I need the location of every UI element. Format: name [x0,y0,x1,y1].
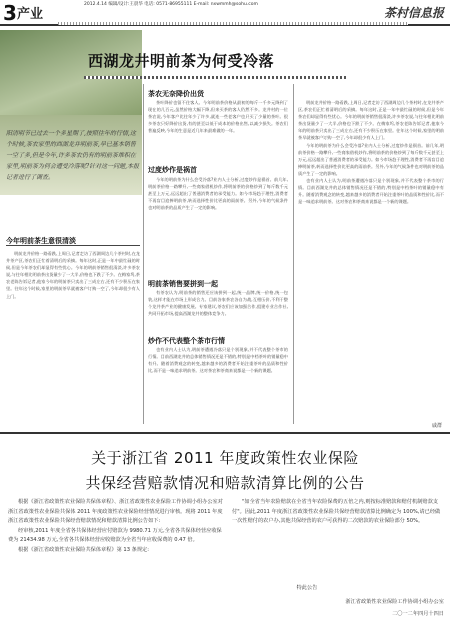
article-headline: 西湖龙井明前茶为何受冷落 [88,52,275,70]
tea-field-photo [0,30,142,115]
announcement-title-line2: 共保经营赔款情况和赔款清算比例的公告 [85,474,365,492]
announcement-date: 二〇一二年四月十四日 [392,611,444,617]
paragraph: 也有业内人士认为,明前茶遭遇冷落只是个别现象,并不代表整个茶市的行情。目前西湖龙井的总体销售情况还是不错的,特别是中档茶叶的销量稳中有升。随着消费观念的转变,越来越多的消费者开始注重茶叶的品质和性价比,而不是一味追求明前茶。这对茶农和茶商来说都是一个新的课题。 [148,347,288,374]
paragraph: 根据《浙江省政策性农业保险共保体章程》、浙江省政策性农业保险工作协调小组办公室对浙江省政策性农业保险共保体 2011 年度政策性农业保险经营情况进行审核。现将 2011 年度浙江省政策性农业保险共保经营赔款情况和赔款清算比例公告如下: [8,499,223,525]
section-title: 过度炒作是祸首 [148,166,197,174]
header-pattern [58,22,408,25]
headline-underline [84,76,346,79]
paragraph: "如全省当年农险赔款在全省当年农险保费的五倍之内,则按标准赔款和赔付机制赔款支付"。因此,2011 年度浙江省政策性农业保险共保经营赔款清算比例确定为 100%,请已经做一次性赔付的农户办,其他共保经营的农户可获得的二次赔款的农业保险部分 50%。 [232,499,441,525]
paragraph: 也有业内人士认为,明前茶遭遇冷落只是个别现象,并不代表整个茶市的行情。目前西湖龙井的总体销售情况还是不错的,特别是中档茶叶的销量稳中有升。随着消费观念的转变,越来越多的消费者开始注重茶叶的品质和性价比,而不是一味追求明前茶。这对茶农和茶商来说都是一个新的课题。 [298,178,444,205]
article-column [148,176,288,276]
newspaper-brand: 茶村信息报 [383,6,444,20]
header-meta: 2012.4.14 编辑/设计:王晨华 电话: 0571-86955111 E-mail: nxwmmh@sohu.com [84,2,258,7]
paragraph: 明前龙井价格一路看跌,上周日,记者走访了西湖周边几个茶村时,在龙井茶产区,茶农们正忙着清明后的采摘。每年这时,正是一年中最忙碌的时候,但是今年茶农们却显得有些忧心。今年的明前茶销售很清淡,许多茶农说,与往年相比明前茶出货量少了一大半,价格也下跌了不少。在梅家坞,茶农老陈告诉记者,他家今年的明前茶只卖出了三成左右,还有不少积压在家里。往年这个时候,家里的明前茶早就被客户订购一空了,今年却很少有人上门。 [6,251,140,299]
special-notice: 特此公告 [296,585,318,591]
announcement-body-right [232,498,444,527]
author-name: 戚群 [431,423,442,429]
article-column [148,346,288,422]
paragraph: 今年的明前茶为什么会受冷落?业内人士分析,过度炒作是祸首。前几年,明前茶价格一路攀升,一些商家借机炒作,将明前茶的价格炒到了每斤数千元甚至上万元,远远超出了普通消费者的承受能力。如今市场趋于理性,消费者不再盲目追捧明前茶,转而选择性价比更高的雨前茶。另外,今年的气候条件也对明前茶的品质产生了一定的影响。 [148,177,288,211]
article-column [148,289,288,333]
paragraph: 经审核,2011 年度全省各共保体经营应付赔款为 9980.71 万元,全省各共保体经营应收保费为 21434.98 万元,全省各共保体经营应收赔款为全省当年应收保费的 0.47 倍。 [8,527,222,544]
paragraph: 有茶农认为,明前茶的销售还应该拼到一起,统一品牌,统一价格,统一包装,这样才能在市场上形成合力。目前各家茶农各自为战,互相压价,不利于整个龙井茶产业的健康发展。专家建议,茶农们应该加强合作,组建专业合作社,共同开拓市场,提高西湖龙井的整体竞争力。 [148,290,288,317]
section-title: 茶农无奈降价出货 [148,90,204,98]
section-title: 明前茶销售要拼到一起 [148,280,218,288]
paragraph: 明前龙井价格一路看跌,上周日,记者走访了西湖周边几个茶村时,在龙井茶产区,茶农们正忙着清明后的采摘。每年这时,正是一年中最忙碌的时候,但是今年茶农们却显得有些忧心。今年的明前茶销售很清淡,许多茶农说,与往年相比明前茶出货量少了一大半,价格也下跌了不少。在梅家坞,茶农老陈告诉记者,他家今年的明前茶只卖出了三成左右,还有不少积压在家里。往年这个时候,家里的明前茶早就被客户订购一空了,今年却很少有人上门。 [298,100,444,141]
article-lead: 阳清明节已过去一个多星期了,按照往年的行情,这个时候,茶农家里的西湖龙井明前茶,早已基本销售一空了多,但是今年,许多茶农仍有的明前茶堆积在家里,明前茶为何会遭受冷落呢?针对这一问题,本报记者进行了调查。 [6,130,140,181]
section-name: 产业 [17,7,44,22]
page-header [0,0,450,26]
paragraph: 今年的明前茶为什么会受冷落?业内人士分析,过度炒作是祸首。前几年,明前茶价格一路攀升,一些商家借机炒作,将明前茶的价格炒到了每斤数千元甚至上万元,远远超出了普通消费者的承受能力。如今市场趋于理性,消费者不再盲目追捧明前茶,转而选择性价比更高的雨前茶。另外,今年的气候条件也对明前茶的品质产生了一定的影响。 [298,142,444,176]
article-column [6,250,140,420]
paragraph: 茶叶降价也留不住客人。今年明前茶价格从最初的每斤一千多元降到了现在的几百元,虽然价格大幅下降,但来买茶的客人仍然不多。龙井村的一位茶农说,今年客户比往年少了许多,就连一些老客户也只买了少量的茶叶。很多茶农只好降价出货,有的甚至以低于成本的价格出售,以减少损失。茶农们普遍反映,今年的生意是近几年来最难做的一年。 [148,100,288,134]
announcement-rule [0,432,450,434]
signer: 浙江省政策性农业保险工作协调小组办公室 [345,599,444,605]
divider [6,245,140,246]
section-title: 炒作不代表整个茶市行情 [148,337,225,345]
announcement-body-left [8,498,224,556]
article-column [298,99,444,419]
article-column [148,99,288,161]
column-rule [293,84,294,424]
page-number: 3 [3,1,17,25]
section-title: 今年明前茶生意很清淡 [6,237,76,245]
announcement-title-line1: 关于浙江省 2011 年度政策性农业保险 [91,449,359,467]
column-rule [143,84,144,424]
paragraph: 根据《浙江省政策性农业保险共保体章程》第 13 条规定: [18,546,149,553]
